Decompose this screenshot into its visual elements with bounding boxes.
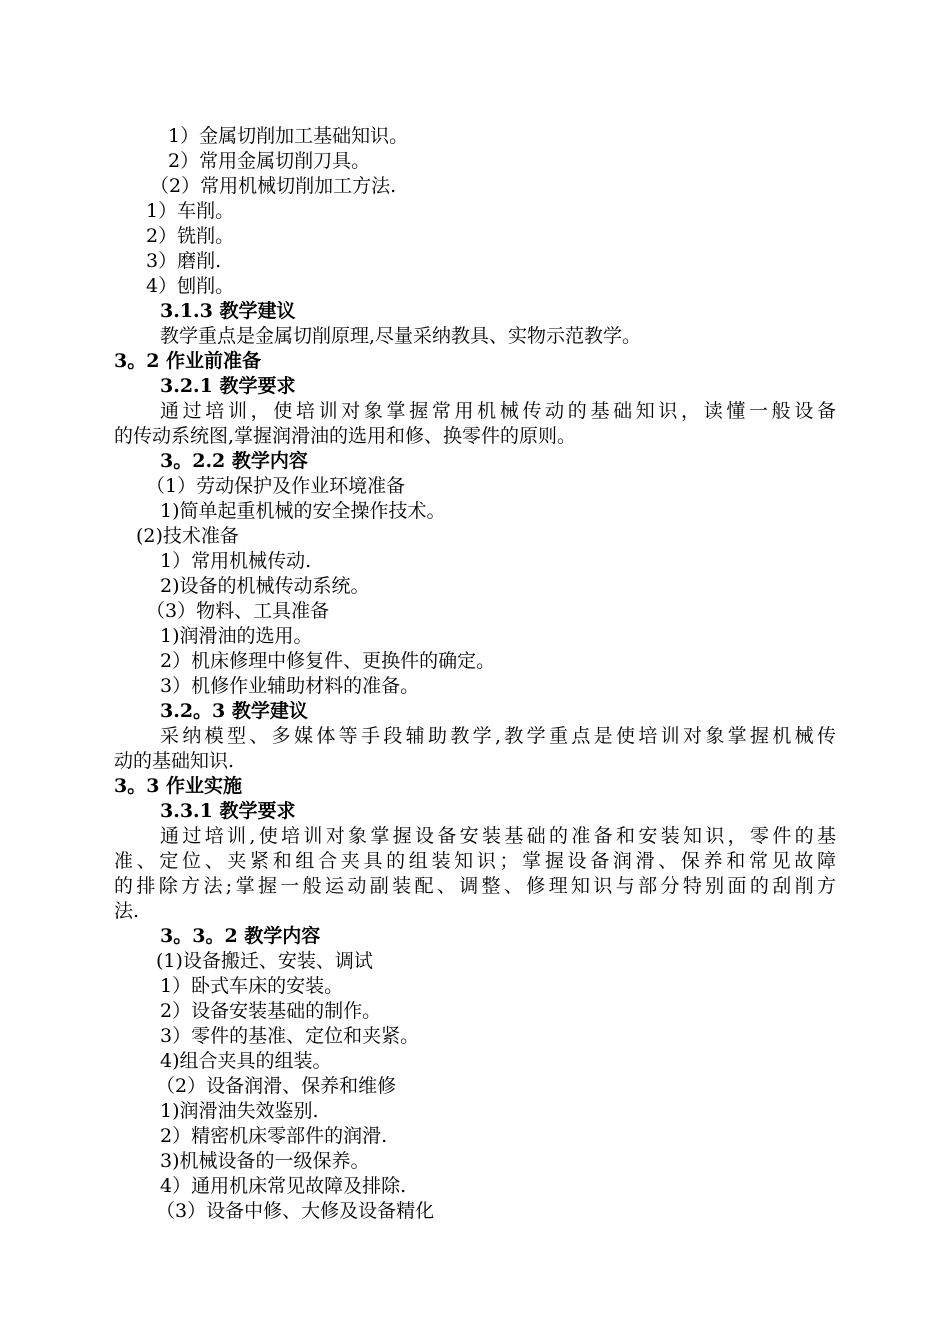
paragraph: 教学重点是金属切削原理,尽量采纳教具、实物示范教学。 [160, 325, 642, 347]
list-item: 2）机床修理中修复件、更换件的确定。 [160, 650, 496, 672]
chapter-heading: 3。2 作业前准备 [114, 350, 262, 372]
list-item: (1)设备搬迁、安装、调试 [156, 950, 373, 972]
list-item: （3）物料、工具准备 [146, 600, 330, 622]
list-item: 2）铣削。 [146, 225, 235, 247]
list-item: 1）车削。 [146, 200, 235, 222]
list-item: （2）常用机械切削加工方法. [150, 175, 397, 197]
list-item: 3)机械设备的一级保养。 [160, 1150, 370, 1172]
list-item: 2）精密机床零部件的润滑. [160, 1125, 388, 1147]
section-heading: 3.2.1 教学要求 [160, 375, 296, 397]
list-item: 4)组合夹具的组装。 [160, 1050, 332, 1072]
section-heading: 3.2。3 教学建议 [160, 700, 308, 722]
paragraph-line: 采纳模型、多媒体等手段辅助教学,教学重点是使培训对象掌握机械传 [160, 725, 836, 747]
section-heading: 3。3。2 教学内容 [160, 925, 321, 947]
list-item: 2）设备安装基础的制作。 [160, 1000, 382, 1022]
list-item: (2)技术准备 [136, 525, 239, 547]
list-item: 1）常用机械传动. [160, 550, 312, 572]
section-heading: 3。2.2 教学内容 [160, 450, 308, 472]
paragraph-line: 法. [114, 900, 140, 922]
list-item: 1）金属切削加工基础知识。 [168, 125, 409, 147]
list-item: （2）设备润滑、保养和维修 [156, 1075, 397, 1097]
paragraph-line: 通过培训，使培训对象掌握常用机械传动的基础知识，读懂一般设备 [160, 400, 836, 422]
chapter-heading: 3。3 作业实施 [114, 775, 243, 797]
list-item: 1)润滑油的选用。 [160, 625, 313, 647]
paragraph-line: 动的基础知识. [114, 750, 235, 772]
list-item: 1)简单起重机械的安全操作技术。 [160, 500, 446, 522]
paragraph-line: 的传动系统图,掌握润滑油的选用和修、换零件的原则。 [114, 425, 577, 447]
list-item: 2)设备的机械传动系统。 [160, 575, 370, 597]
list-item: （1）劳动保护及作业环境准备 [146, 475, 406, 497]
list-item: 4）刨削。 [146, 275, 235, 297]
section-heading: 3.1.3 教学建议 [160, 300, 296, 322]
list-item: 3）零件的基准、定位和夹紧。 [160, 1025, 420, 1047]
paragraph-line: 通过培训,使培训对象掌握设备安装基础的准备和安装知识，零件的基 [160, 825, 836, 847]
paragraph-line: 准、定位、夹紧和组合夹具的组装知识；掌握设备润滑、保养和常见故障 [114, 850, 836, 872]
list-item: 1）卧式车床的安装。 [160, 975, 344, 997]
list-item: 2）常用金属切削刀具。 [168, 150, 371, 172]
list-item: 3）机修作业辅助材料的准备。 [160, 675, 420, 697]
list-item: （3）设备中修、大修及设备精化 [156, 1200, 435, 1222]
list-item: 3）磨削. [146, 250, 222, 272]
list-item: 4）通用机床常见故障及排除. [160, 1175, 407, 1197]
list-item: 1)润滑油失效鉴别. [160, 1100, 319, 1122]
section-heading: 3.3.1 教学要求 [160, 800, 296, 822]
paragraph-line: 的排除方法;掌握一般运动副装配、调整、修理知识与部分特别面的刮削方 [114, 875, 836, 897]
